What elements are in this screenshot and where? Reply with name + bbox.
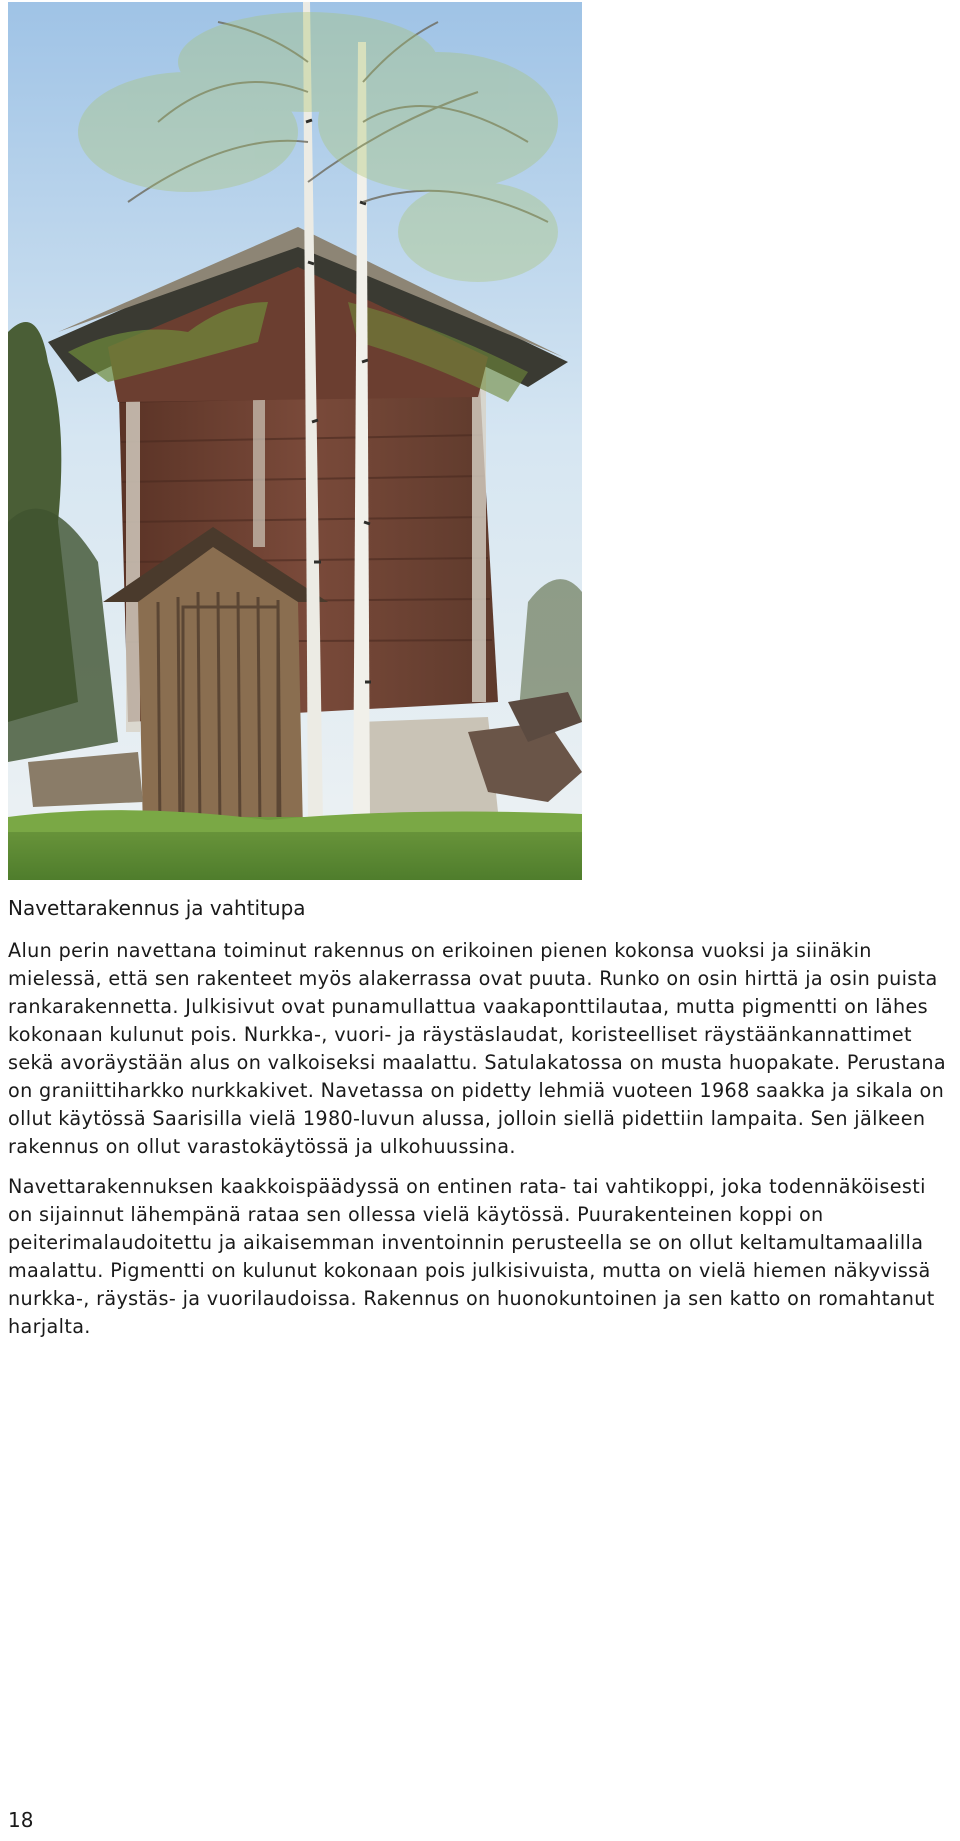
body-text — [8, 937, 956, 1353]
paragraph: Alun perin navettana toiminut rakennus on erikoinen pienen kokonsa vuoksi ja siinäkin mielessä, että sen rakenteet myös alakerrassa ovat puuta. Runko on osin hirttä ja osin puista rankarakennetta. Julkisivut ovat punamullattua vaakaponttilautaa, mutta pigmentti on lähes kokonaan kulunut pois. Nurkka-, vuori- ja räystäslaudat, koristeelliset räystäänkannattimet sekä avoräystään alus on valkoiseksi maalattu. Satulakatossa on musta huopakate. Perustana on graniittiharkko nurkkakivet. Navetassa on pidetty lehmiä vuoteen 1968 saakka ja sikala on ollut käytössä Saarisilla vielä 1980-luvun alussa, jolloin siellä pidettiin lampaita. Sen jälkeen rakennus on ollut varastokäytössä ja ulkohuussina. — [8, 939, 946, 1158]
barn-photo-illustration — [8, 2, 582, 880]
barn-photo — [8, 2, 582, 880]
figure-caption: Navettarakennus ja vahtitupa — [8, 896, 306, 920]
paragraph: Navettarakennuksen kaakkoispäädyssä on entinen rata- tai vahtikoppi, joka todennäköisesti on sijainnut lähempänä rataa sen ollessa vielä käytössä. Puurakenteinen koppi on peiterimalaudoitettu ja aikaisemman inventoinnin perusteella se on ollut keltamultamaalilla maalattu. Pigmentti on kulunut kokonaan pois julkisivuista, mutta on vielä hiemen näkyvissä nurkka-, räystäs- ja vuorilaudoissa. Rakennus on huonokuntoinen ja sen katto on romahtanut harjalta. — [8, 1175, 935, 1338]
page-number: 18 — [8, 1808, 34, 1832]
